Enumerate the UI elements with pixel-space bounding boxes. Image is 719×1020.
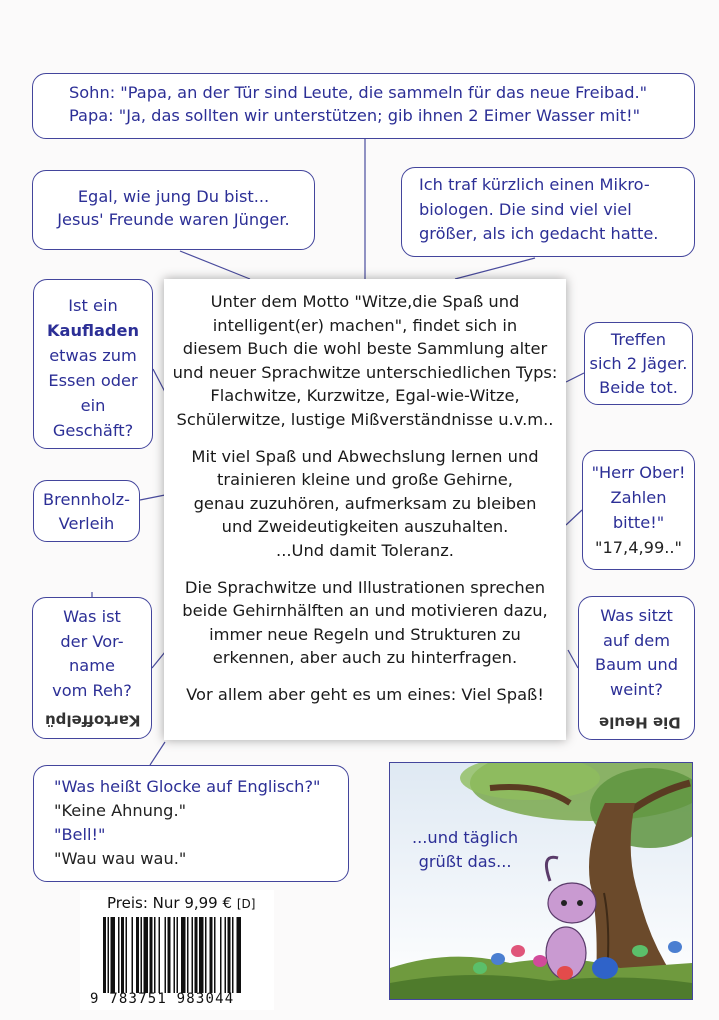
text-line: Vor allem aber geht es um eines: Viel Spaß! [186,684,544,704]
barcode-bar [220,917,222,993]
riddle-line: vom Reh? [52,680,132,700]
barcode-bar [121,917,124,993]
joke-line: sich 2 Jäger. [589,354,688,373]
barcode-bar [126,917,128,993]
text-line: genau zuzuhören, aufmerksam zu bleiben [193,493,537,513]
joke-line: Brennholz- [43,490,130,509]
barcode-bar [174,917,176,993]
riddle-bubble-reh [32,597,152,739]
barcode-bar [232,917,234,993]
joke-bubble-glocke [33,765,349,882]
text-line: Unter dem Motto "Witze,die Spaß und [210,292,520,311]
joke-line: biologen. Die sind viel viel [419,199,632,219]
joke-bubble-brennholz [33,480,140,542]
barcode-bar [237,917,242,993]
joke-line: "Bell!" [54,825,106,844]
joke-keyword: Kaufladen [46,321,139,340]
barcode-bar [192,917,194,993]
text-line: trainieren kleine und große Gehirne, [217,470,513,490]
joke-line: Sohn: "Papa, an der Tür sind Leute, die sammeln für das neue Freibad." [69,83,648,102]
joke-line: Ich traf kürzlich einen Mikro- [419,175,650,194]
text-line: Mit viel Spaß und Abwechslung lernen und [191,446,539,466]
joke-line: Zahlen [610,488,667,507]
barcode [103,917,273,993]
barcode-bar [195,917,198,993]
barcode-bar [168,917,171,993]
joke-line: Ist ein [68,296,118,315]
joke-bubble-jaeger [584,322,693,405]
barcode-bar [210,917,213,993]
barcode-bar [214,917,216,993]
riddle-answer-upside-down: Kartoffelpü [45,711,141,730]
tree-monkey-illustration [390,763,692,999]
joke-line: Jesus' Freunde waren Jünger. [57,210,290,229]
text-line: immer neue Regeln und Strukturen zu [209,624,521,644]
joke-line: etwas zum [49,346,137,365]
text-line: ...Und damit Toleranz. [276,540,454,560]
joke-bubble-freibad [32,73,695,139]
joke-line: Egal, wie jung Du bist... [77,187,270,206]
barcode-bar [199,917,204,993]
barcode-bar [177,917,179,993]
riddle-line: der Vor- [60,631,124,651]
joke-bubble-juenger [32,170,315,250]
text-line: und Zweideutigkeiten auszuhalten. [221,517,509,537]
joke-bubble-kaufladen [33,279,153,449]
description-paragraph-2 [164,445,566,563]
barcode-bar [187,917,189,993]
price-label [107,894,255,912]
text-line: Flachwitze, Kurzwitze, Egal-wie-Witze, [210,386,520,406]
text-line: Die Sprachwitze und Illustrationen sprechen [184,577,546,597]
text-line: beide Gehirnhälften an und motivieren dazu, [182,601,548,621]
caption-line: grüßt das... [418,852,512,871]
joke-line: Geschäft? [52,421,134,440]
joke-line: Beide tot. [599,378,678,397]
barcode-bar [103,917,106,993]
riddle-line: auf dem [602,630,671,650]
barcode-bar [205,917,207,993]
text-line: diesem Buch die wohl beste Sammlung alter [182,339,548,359]
riddle-line: name [69,656,115,675]
barcode-bar [150,917,153,993]
riddle-line: Baum und [595,655,678,674]
joke-line: bitte!" [612,513,665,532]
barcode-bar [136,917,139,993]
barcode-bar [111,917,116,993]
riddle-answer-upside-down: Die Heule [599,713,681,732]
cover-illustration [389,762,693,1000]
book-description [164,279,566,740]
text-line: Schülerwitze, lustige Mißverständnisse u.v.m.. [176,409,554,429]
caption-line: ...und täglich [412,828,519,847]
joke-line: "Herr Ober! [591,463,686,482]
barcode-bar [141,917,143,993]
barcode-bar [108,917,110,993]
description-paragraph-4 [164,683,566,707]
joke-bubble-mikrobiologen [401,167,695,257]
barcode-area [80,890,274,1010]
riddle-bubble-baum [578,596,695,740]
text-line: und neuer Sprachwitze unterschiedlichen Typs: [172,362,558,382]
barcode-bar [154,917,156,993]
barcode-bar [132,917,134,993]
description-paragraph-1 [164,290,566,432]
barcode-bar [159,917,161,993]
joke-line: "Wau wau wau." [54,849,187,868]
barcode-bar [144,917,149,993]
price-region: [D] [236,897,256,911]
riddle-line: Was ist [63,607,121,626]
joke-line: "Was heißt Glocke auf Englisch?" [54,777,321,796]
joke-bubble-herr-ober [582,450,695,570]
riddle-line: Was sitzt [600,606,673,625]
barcode-bar [228,917,231,993]
joke-line: ein [80,396,106,415]
joke-line: "Keine Ahnung." [54,801,187,820]
joke-line: Verleih [58,514,115,533]
barcode-bar [181,917,186,993]
joke-line: Papa: "Ja, das sollten wir unterstützen; gib ihnen 2 Eimer Wasser mit!" [69,106,641,125]
description-paragraph-3 [164,576,566,670]
joke-answer: "17,4,99.." [595,538,682,557]
riddle-line: weint? [610,679,663,699]
text-line: erkennen, aber auch zu hinterfragen. [212,648,518,668]
illustration-caption [412,826,518,874]
barcode-bar [165,917,167,993]
joke-line: Treffen [610,330,667,349]
price-text: Preis: Nur 9,99 € [107,894,233,912]
joke-line: größer, als ich gedacht hatte. [419,224,659,243]
barcode-bar [118,917,120,993]
barcode-bar [225,917,227,993]
joke-line: Essen oder [48,371,138,390]
text-line: intelligent(er) machen", findet sich in [212,315,518,335]
barcode-digits: 9 783751 983044 [90,991,235,1007]
